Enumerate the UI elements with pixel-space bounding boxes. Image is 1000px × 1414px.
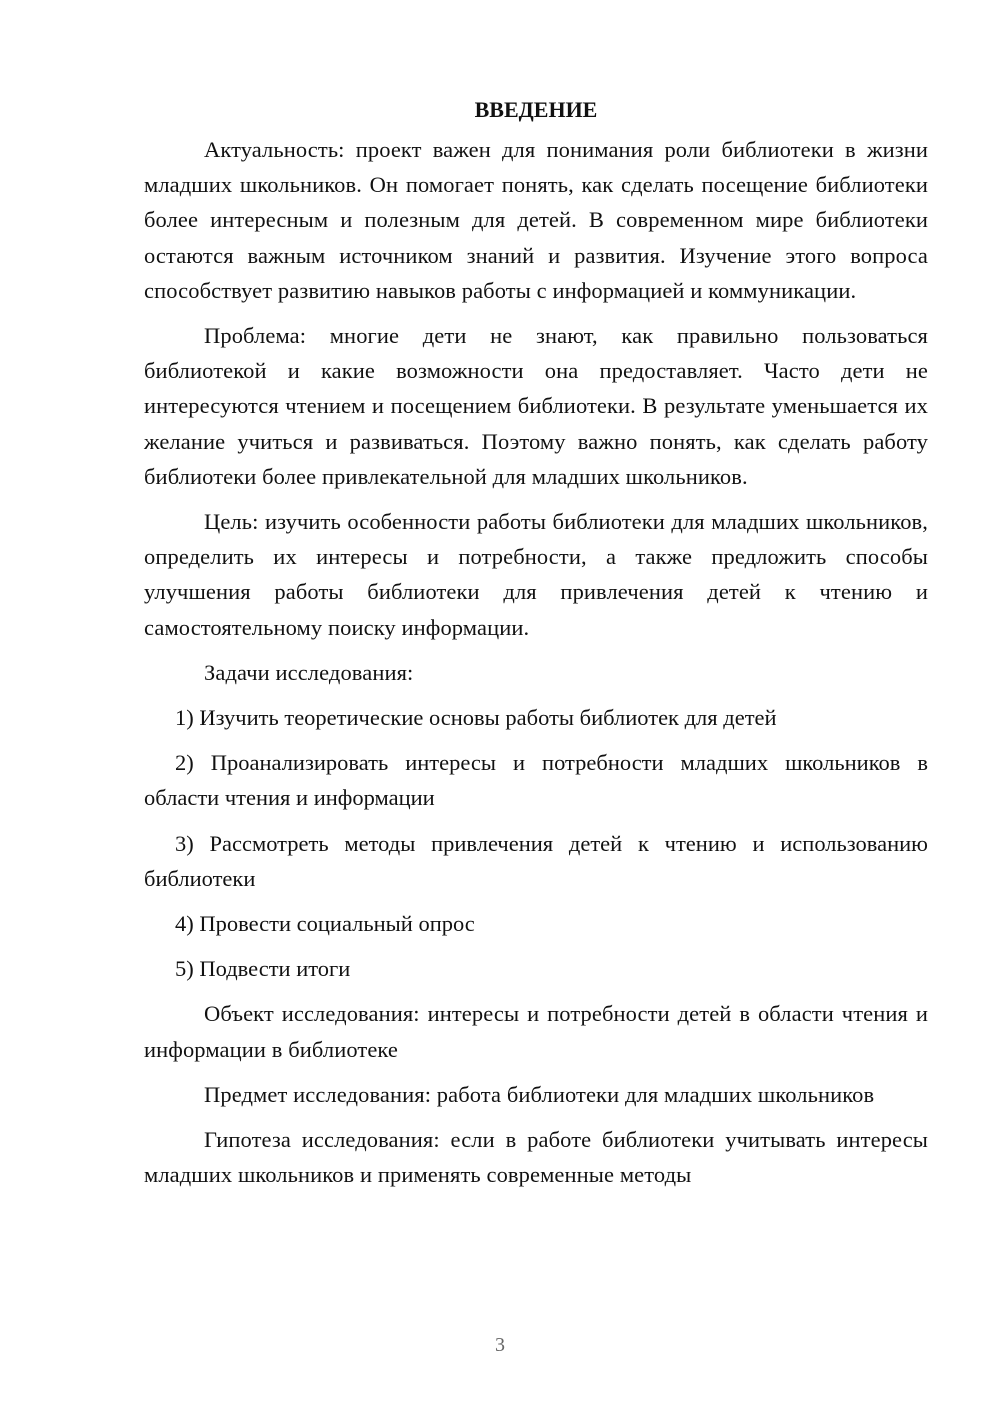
paragraph-problem: Проблема: многие дети не знают, как правильно пользоваться библиотекой и какие возможности она предоставляет. Часто дети не интересуются чтением и посещением библиотеки. В результате уменьшается их желание учиться и развиваться. Поэтому важно понять, как сделать работу библиотеки более привлекательной для младших школьников. (144, 323, 928, 489)
tasks-heading: Задачи исследования: (204, 659, 414, 685)
paragraph-goal: Цель: изучить особенности работы библиотеки для младших школьников, определить их интересы и потребности, а также предложить способы улучшения работы библиотеки для привлечения детей к чтению и самостоятельному поиску информации. (144, 509, 928, 640)
task-item-1: 1) Изучить теоретические основы работы библиотек для детей (175, 705, 777, 731)
task-item-2: 2) Проанализировать интересы и потребности младших школьников в области чтения и информации (144, 750, 928, 811)
task-item-3: 3) Рассмотреть методы привлечения детей к чтению и использованию библиотеки (144, 830, 928, 891)
document-page (144, 92, 928, 1192)
page-number: 3 (495, 1334, 505, 1356)
page-title: ВВЕДЕНИЕ (474, 97, 598, 122)
paragraph-relevance: Актуальность: проект важен для понимания роли библиотеки в жизни младших школьников. Он помогает понять, как сделать посещение библиотеки более интересным и полезным для детей. В современном мире библиотеки остаются важным источником знаний и развития. Изучение этого вопроса способствует развитию навыков работы с информацией и коммуникации. (144, 137, 928, 303)
task-item-4: 4) Провести социальный опрос (175, 911, 475, 937)
paragraph-hypothesis: Гипотеза исследования: если в работе библиотеки учитывать интересы младших школьников и применять современные методы (144, 1127, 928, 1188)
paragraph-object: Объект исследования: интересы и потребности детей в области чтения и информации в библиотеке (144, 1001, 928, 1062)
paragraph-subject: Предмет исследования: работа библиотеки для младших школьников (204, 1081, 875, 1107)
task-item-5: 5) Подвести итоги (175, 956, 351, 982)
